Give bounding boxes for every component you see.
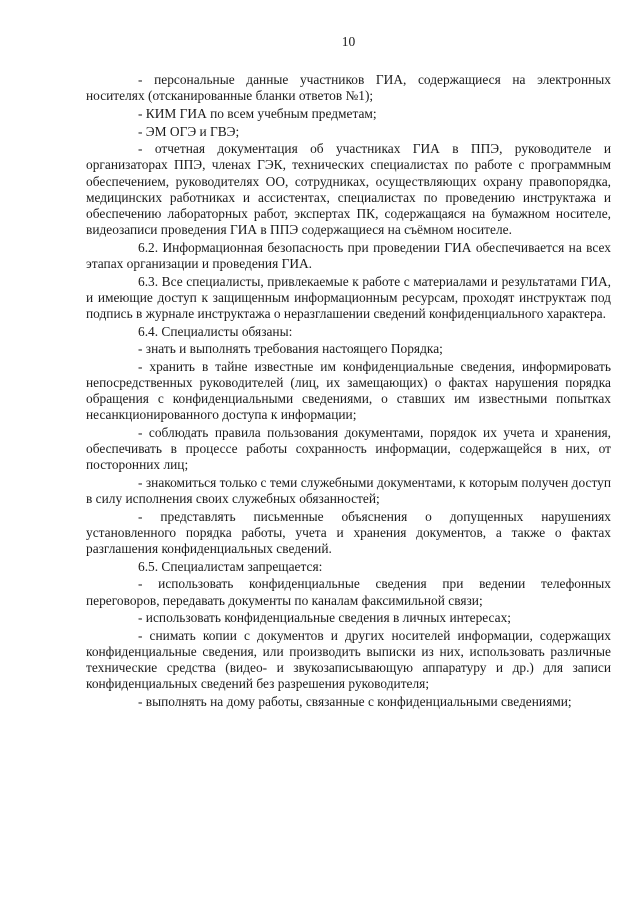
paragraph-reporting-docs: - отчетная документация об участниках ГИА в ППЭ, руководителе и организаторах ППЭ, членах ГЭК, технических специалистах по работе с программным обеспечением, руководителях ОО, сотрудниках, осуществляющих охрану правопорядка, медицинских работниках и ассистентах, специалистах по проведению инструктажа и обеспечению лабораторных работ, экспертах ПК, содержащаяся на бумажном носителе, видеозаписи проведения ГИА в ППЭ содержащиеся на съёмном носителе. — [86, 141, 611, 238]
list-item-phone: - использовать конфиденциальные сведения при ведении телефонных переговоров, передавать документы по каналам факсимильной связи; — [86, 576, 611, 608]
paragraph-6-4: 6.4. Специалисты обязаны: — [138, 323, 293, 339]
paragraph-kim: - КИМ ГИА по всем учебным предметам; — [138, 106, 377, 121]
paragraph-em: - ЭМ ОГЭ и ГВЭ; — [138, 123, 240, 139]
page-number: 10 — [341, 34, 356, 49]
paragraph-personal-data: - персональные данные участников ГИА, содержащиеся на электронных носителях (отсканированные бланки ответов №1); — [86, 72, 611, 104]
list-item-follow-rules: - соблюдать правила пользования документами, порядок их учета и хранения, обеспечивать в процессе работы сохранность информации, содержащейся в них, от посторонних лиц; — [86, 424, 611, 473]
list-item-keep-secret: - хранить в тайне известные им конфиденциальные сведения, информировать непосредственных руководителей (лиц, их замещающих) о фактах нарушения порядка обращения с конфиденциальными сведениями, о ставших им известными попытках несанкционированного доступа к информации; — [86, 358, 611, 423]
paragraph-6-5: 6.5. Специалистам запрещается: — [138, 558, 323, 574]
list-item-home-work: - выполнять на дому работы, связанные с конфиденциальными сведениями; — [138, 693, 572, 709]
list-item-access-docs: - знакомиться только с теми служебными документами, к которым получен доступ в силу исполнения своих служебных обязанностей; — [86, 474, 611, 507]
list-item-copies: - снимать копии с документов и других носителей информации, содержащих конфиденциальные сведения, или производить выписки из них, использовать различные технические средства (видео- и звукозаписывающую аппаратуру и др.) для записи конфиденциальных сведений без разрешения руководителя; — [86, 627, 611, 692]
paragraph-6-3: 6.3. Все специалисты, привлекаемые к работе с материалами и результатами ГИА, и имеющие доступ к защищенным информационным ресурсам, проходят инструктаж под подпись в журнале инструктажа о неразглашении сведений конфиденциального характера. — [86, 273, 611, 321]
paragraph-6-2: 6.2. Информационная безопасность при проведении ГИА обеспечивается на всех этапах организации и проведения ГИА. — [86, 239, 611, 271]
list-item-personal-interest: - использовать конфиденциальные сведения в личных интересах; — [138, 610, 512, 626]
list-item-explanations: - представлять письменные объяснения о допущенных нарушениях установленного порядка работы, учета и хранения документов, а также о фактах разглашения конфиденциальных сведений. — [86, 508, 611, 557]
list-item-know-rules: - знать и выполнять требования настоящего Порядка; — [138, 341, 443, 357]
